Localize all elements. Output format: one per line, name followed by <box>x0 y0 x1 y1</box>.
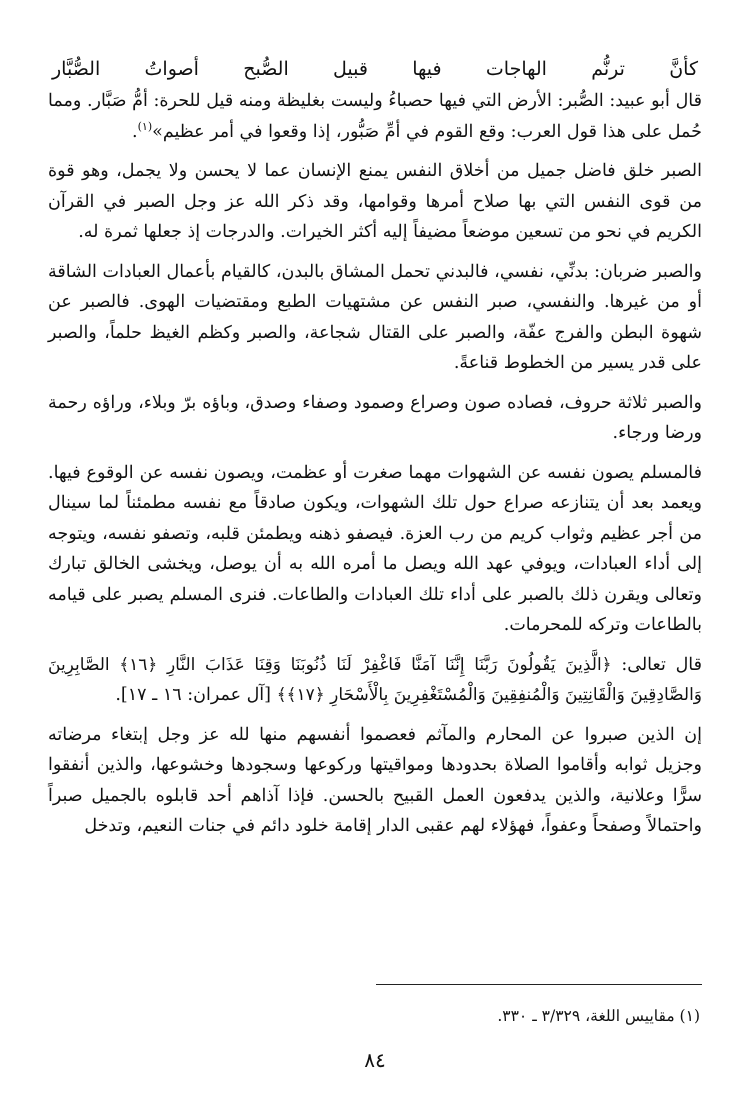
page-number: ٨٤ <box>364 1048 386 1072</box>
paragraph-2: الصبر خلق فاضل جميل من أخلاق النفس يمنع الإنسان عما لا يحسن ولا يجمل، وهو قوة من قوى النفس التي بها صلاح أمرها وقوامها، وقد ذكر الله عز وجل الصبر في القرآن الكريم في نحو من تسعين موضعاً مضيفاً إليه أكثر الخيرات. والدرجات إذ جعلها ثمرة له. <box>48 161 702 242</box>
quote-citation: [آل عمران: ١٦ ـ ١٧]. <box>115 685 277 705</box>
paragraph-1: قال أبو عبيد: الصُّبر: الأرض التي فيها حصباءُ وليست بغليظة ومنه قيل للحرة: أمُّ صَبَّار. ومما حُمل على هذا قول العرب: وقع القوم في أمِّ صَبُّور، إذا وقعوا في أمر عظيم»$^{(١)}$. <box>48 91 702 142</box>
footnote: (١) مقاييس اللغة، ٣/٣٢٩ ـ ٣٣٠. <box>497 1007 700 1025</box>
page-body <box>48 52 702 842</box>
paragraph-3: والصبر ضربان: بدنِّي، نفسي، فالبدني تحمل المشاق بالبدن، كالقيام بأعمال العبادات الشاقة أو من غيرها. والنفسي، صبر النفس عن مشتهيات الطبع ومقتضيات الهوى. فالصبر عن شهوة البطن والفرج عفّة، والصبر على القتال شجاعة، والصبر وكظم الغيظ حلماً، والصبر على قدر يسير من الخطوط قناعةً. <box>48 261 702 373</box>
paragraph-1-text: قال أبو عبيد: الصُّبر: الأرض التي فيها حصباءُ وليست بغليظة ومنه قيل للحرة: أمُّ صَبَّار. ومما حُمل على هذا قول العرب: وقع القوم في أمِّ صَبُّور، إذا وقعوا في أمر عظيم» <box>48 91 702 142</box>
quote-intro: قال تعالى: <box>611 654 702 675</box>
footnote-divider <box>376 984 702 985</box>
quran-ayah: ﴿الَّذِينَ يَقُولُونَ رَبَّنَا إِنَّنَا آمَنَّا فَاغْفِرْ لَنَا ذُنُوبَنَا وَقِنَا عَذَابَ النَّارِ ﴿١٦﴾ الصَّابِرِينَ وَالصَّادِقِينَ وَالْقَانِتِينَ وَالْمُنفِقِينَ وَالْمُسْتَغْفِرِينَ بِالْأَسْحَارِ ﴿١٧﴾﴾ <box>48 654 702 705</box>
footnote-reference: (١) <box>137 119 153 133</box>
paragraph-4: والصبر ثلاثة حروف، فصاده صون وصراع وصمود وصفاء وصدق، وباؤه برّ وبلاء، وراؤه رحمة ورضا ورجاء. <box>48 392 702 443</box>
quran-quote <box>48 650 702 711</box>
poetry-verse: كأنَّ ترنُّم الهاجات فيها قبيل الصُّبح أصواتُ الصُّبَّار <box>52 58 698 80</box>
paragraph-5: فالمسلم يصون نفسه عن الشهوات مهما صغرت أو عظمت، ويصون نفسه عن الوقوع فيها. ويعمد بعد أن يتنازعه صراع حول تلك الشهوات، ويكون صادقاً مع نفسه مطمئناً لما سينال من أجر عظيم وثواب كريم من رب العزة. فيصفو ذهنه ويطمئن قلبه، وتصفو نفسه، ويتوجه إلى أداء العبادات، ويوفي عهد الله ويصل ما أمره الله به أن يوصل، ويخشى الخالق تبارك وتعالى ويقرن ذلك بالصبر على أداء تلك العبادات والطاعات. فنرى المسلم يصبر على قيامه بالطاعات وتركه للمحرمات. <box>48 462 702 635</box>
paragraph-6: إن الذين صبروا عن المحارم والمآثم فعصموا أنفسهم منها لله عز وجل إبتغاء مرضاته وجزيل ثوابه وأقاموا الصلاة بحدودها ومواقيتها وركوعها وسجودها وخشوعها، والذين أنفقوا سرًّا وعلانية، والذين يدفعون العمل القبيح بالحسن. فإذا آذاهم أحد قابلوه بالجميل صبراً واحتمالاً وصفحاً وعفواً، فهؤلاء لهم عقبى الدار إقامة خلود دائم في جنات النعيم، وتدخل <box>48 724 702 836</box>
